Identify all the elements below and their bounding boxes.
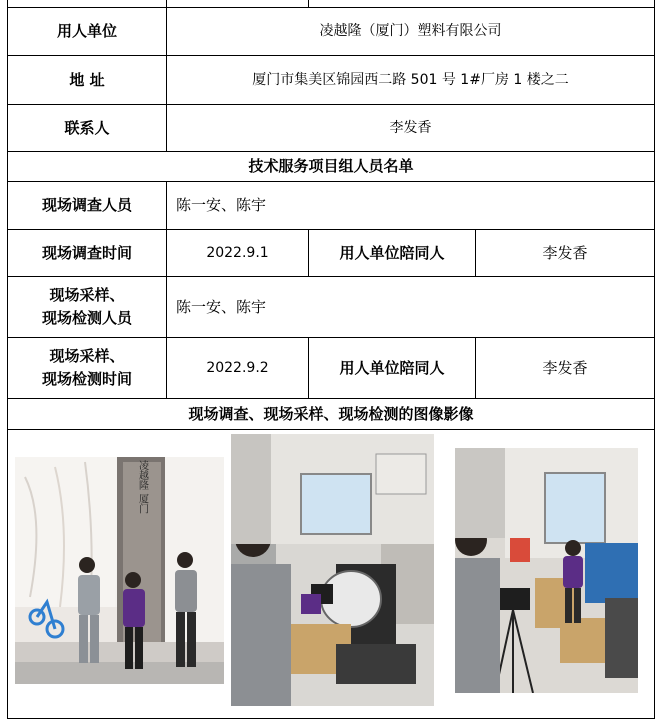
survey-time-label: 现场调查时间 [7,229,167,277]
contact-label: 联系人 [7,104,167,152]
address-label [7,55,167,105]
sampling-time-label [7,337,167,399]
sampling-people-label [7,276,167,338]
contact-value: 李发香 [166,104,655,152]
photo-sampling-machine [231,434,434,706]
sign-text: 凌越隆 厦门 [136,460,148,514]
address-value: 厦门市集美区锦园西二路 501 号 1#厂房 1 楼之二 [166,55,655,105]
unit-value: 凌越隆（厦门）塑料有限公司 [166,7,655,56]
sampling-escort-value: 李发香 [475,337,655,399]
sampling-time-date: 2022.9.2 [166,337,309,399]
sampling-escort-label: 用人单位陪同人 [308,337,476,399]
survey-people-label: 现场调查人员 [7,181,167,230]
survey-escort-label: 用人单位陪同人 [308,229,476,277]
unit-label: 用人单位 [7,7,167,56]
team-title: 技术服务项目组人员名单 [7,151,655,182]
sampling-time-label-line2: 现场检测时间 [41,370,132,388]
sampling-people-value: 陈一安、陈宇 [166,276,655,338]
sampling-people-label-line2: 现场检测人员 [41,309,132,327]
sampling-time-label-line1: 现场采样、 [49,347,125,365]
photo-survey-team [15,457,224,684]
survey-escort-value: 李发香 [475,229,655,277]
sampling-people-label-line1: 现场采样、 [49,286,125,304]
images-title: 现场调查、现场采样、现场检测的图像影像 [7,398,655,430]
table-top-strip [7,0,655,7]
address-label-text: 地 址 [69,70,105,89]
photo-sampling-tripod [455,448,638,693]
survey-time-date: 2022.9.1 [166,229,309,277]
survey-people-value: 陈一安、陈宇 [166,181,655,230]
